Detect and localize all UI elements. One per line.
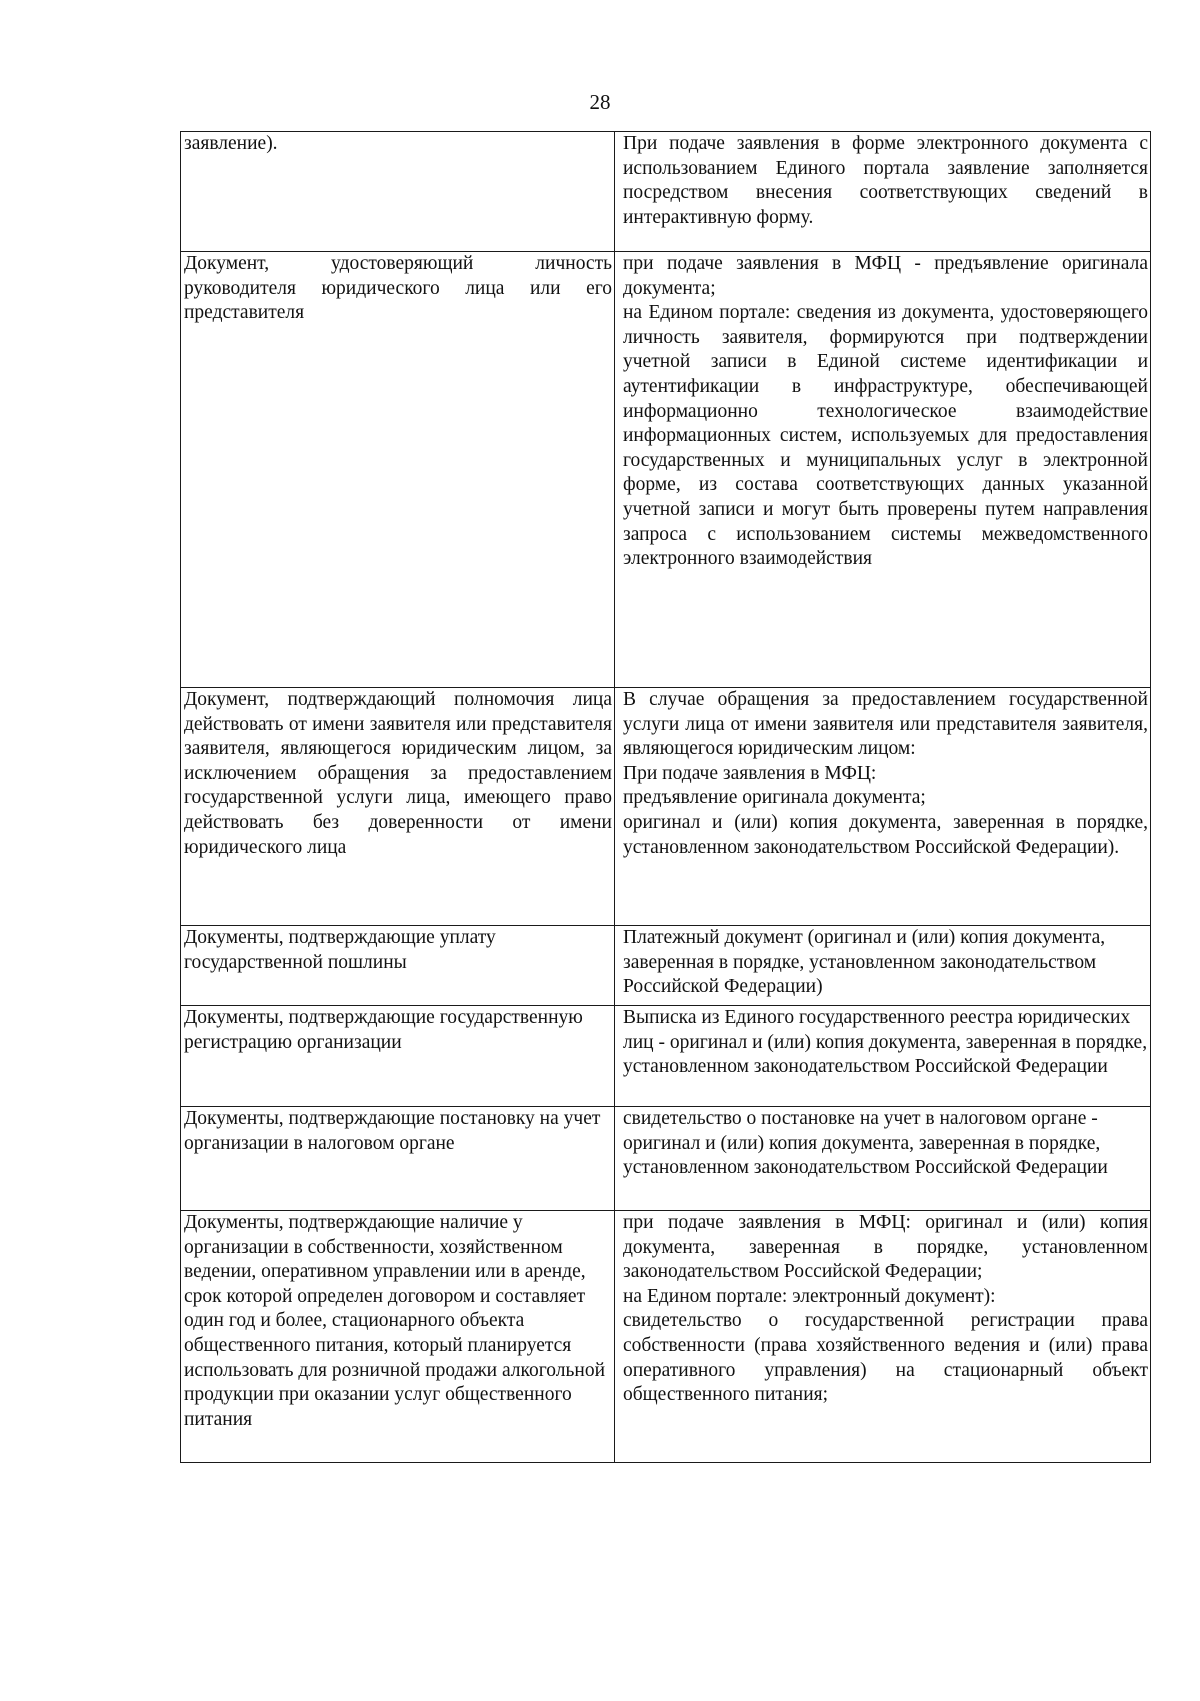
table-row <box>181 1107 1151 1211</box>
requirement-paragraph: при подаче заявления в МФЦ: оригинал и (или) копия документа, заверенная в порядке, установленном законодательством Российской Федерации; <box>623 1212 1148 1283</box>
requirement-paragraph: на Едином портале: электронный документ): <box>623 1285 996 1307</box>
document-name-cell: Документы, подтверждающие уплату государственной пошлины <box>181 926 615 1006</box>
table-row <box>181 132 1151 252</box>
requirement-paragraph: При подаче заявления в МФЦ: <box>623 762 877 784</box>
documents-table <box>180 131 1151 1463</box>
document-name-cell: заявление). <box>181 132 615 252</box>
document-name-cell: Документы, подтверждающие постановку на учет организации в налоговом органе <box>181 1107 615 1211</box>
requirement-paragraph: предъявление оригинала документа; <box>623 787 926 809</box>
table-row <box>181 688 1151 926</box>
document-name-cell: Документы, подтверждающие государственную регистрацию организации <box>181 1006 615 1107</box>
document-name-cell: Документы, подтверждающие наличие у организации в собственности, хозяйственном ведении, оперативном управлении или в аренде, срок которой определен договором и составляет один год и более, стационарного объекта общественного питания, который планируется использовать для розничной продажи алкогольной продукции при оказании услуг общественного питания <box>181 1211 615 1463</box>
document-requirements-cell <box>615 688 1151 926</box>
document-name-cell: Документ, удостоверяющий личность руководителя юридического лица или его представителя <box>181 252 615 688</box>
document-requirements-cell: свидетельство о постановке на учет в налоговом органе - оригинал и (или) копия документа, заверенная в порядке, установленном законодательством Российской Федерации <box>615 1107 1151 1211</box>
requirement-paragraph: В случае обращения за предоставлением государственной услуги лица от имени заявителя или представителя заявителя, являющегося юридическим лицом: <box>623 689 1148 760</box>
document-requirements-cell: Выписка из Единого государственного реестра юридических лиц - оригинал и (или) копия документа, заверенная в порядке, установленном законодательством Российской Федерации <box>615 1006 1151 1107</box>
table-row <box>181 1006 1151 1107</box>
document-requirements-cell: При подаче заявления в форме электронного документа с использованием Единого портала заявление заполняется посредством внесения соответствующих сведений в интерактивную форму. <box>615 132 1151 252</box>
table-row <box>181 1211 1151 1463</box>
requirement-paragraph: на Едином портале: сведения из документа, удостоверяющего личность заявителя, формируются при подтверждении учетной записи в Единой системе идентификации и аутентификации в инфраструктуре, обеспечивающей информационно технологическое взаимодействие информационных систем, используемых для предоставления государственных и муниципальных услуг в электронной форме, из состава соответствующих данных указанной учетной записи и могут быть проверены путем направления запроса с использованием системы межведомственного электронного взаимодействия <box>623 302 1148 570</box>
page-number: 28 <box>589 90 611 114</box>
requirement-paragraph: при подаче заявления в МФЦ - предъявление оригинала документа; <box>623 253 1148 299</box>
table-row <box>181 252 1151 688</box>
requirement-paragraph: оригинал и (или) копия документа, заверенная в порядке, установленном законодательством Российской Федерации). <box>623 811 1148 858</box>
document-requirements-cell <box>615 252 1151 688</box>
document-name-cell: Документ, подтверждающий полномочия лица действовать от имени заявителя или представителя заявителя, являющегося юридическим лицом, за исключением обращения за предоставлением государственной услуги лица, имеющего право действовать без доверенности от имени юридического лица <box>181 688 615 926</box>
document-requirements-cell: Платежный документ (оригинал и (или) копия документа, заверенная в порядке, установленном законодательством Российской Федерации) <box>615 926 1151 1006</box>
table-row <box>181 926 1151 1006</box>
requirement-paragraph: свидетельство о государственной регистрации права собственности (права хозяйственного ведения и (или) права оперативного управления) на стационарный объект общественного питания; <box>623 1310 1148 1406</box>
document-requirements-cell <box>615 1211 1151 1463</box>
